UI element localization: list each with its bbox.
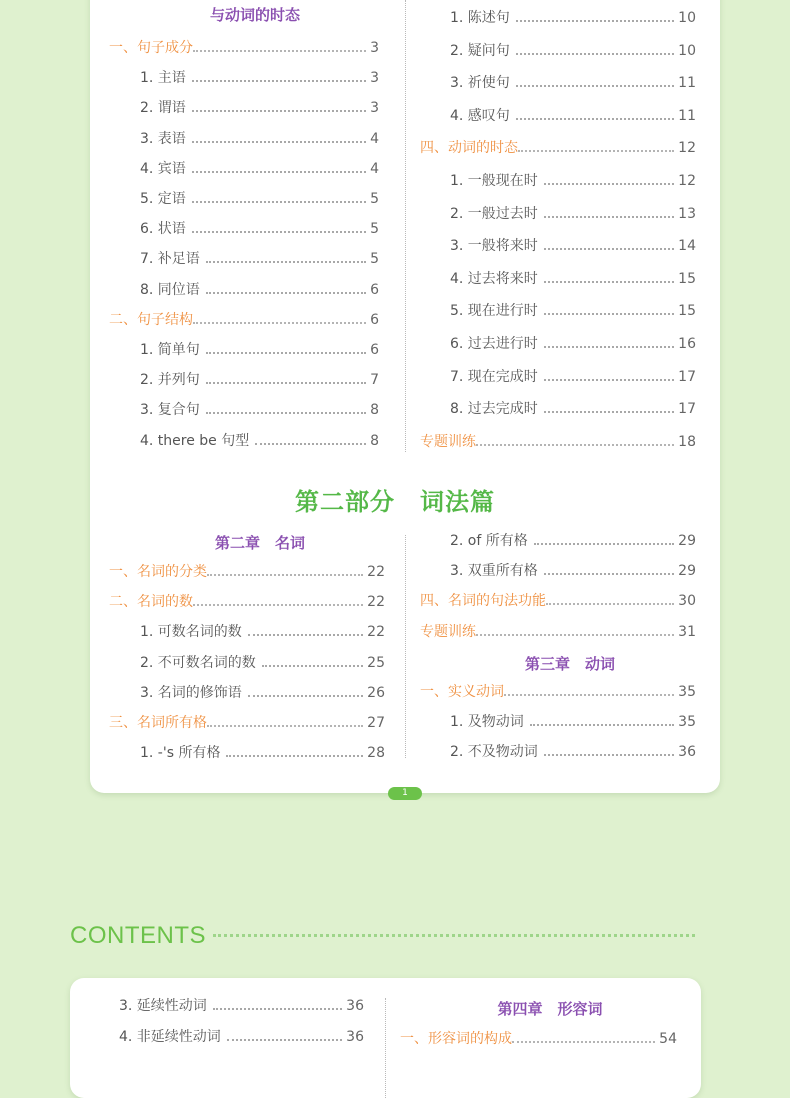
- column-divider: [405, 0, 406, 452]
- toc-page-number: 29: [678, 533, 696, 549]
- dot-leader: [206, 292, 366, 294]
- toc-entry[interactable]: [140, 431, 379, 451]
- toc-entry-label: 专题训练: [420, 433, 476, 450]
- toc-page-number: 35: [678, 684, 696, 700]
- dot-leader: [226, 755, 363, 757]
- toc-entry-label: 6. 过去进行时: [450, 336, 538, 352]
- toc-entry-label: 四、动词的时态: [420, 140, 518, 157]
- toc-page-number: 27: [367, 715, 385, 731]
- dot-leader: [193, 604, 363, 606]
- toc-page-number: 12: [678, 140, 696, 157]
- toc-entry-label: 3. 双重所有格: [450, 563, 538, 580]
- toc-page-number: 3: [370, 70, 379, 87]
- toc-section-entry[interactable]: [109, 562, 385, 582]
- toc-page-number: 28: [367, 745, 385, 762]
- toc-page-number: 14: [678, 238, 696, 255]
- dot-leader: [255, 443, 366, 445]
- toc-entry-label: 1. 主语: [140, 70, 186, 87]
- toc-entry-label: 2. 不及物动词: [450, 744, 538, 761]
- toc-page-number: 35: [678, 714, 696, 731]
- toc-entry-label: 3. 表语: [140, 130, 186, 147]
- toc-entry[interactable]: [140, 340, 379, 360]
- toc-page-number: 4: [370, 130, 379, 147]
- toc-page-number: 17: [678, 368, 696, 385]
- dot-leader: [192, 201, 366, 203]
- toc-page-number: 29: [678, 563, 696, 580]
- dot-leader: [516, 118, 674, 120]
- toc-page-number: 22: [367, 624, 385, 641]
- toc-page-number: 4: [370, 160, 379, 177]
- dot-leader: [192, 171, 366, 173]
- toc-page-number: 36: [678, 744, 696, 761]
- dot-leader: [544, 346, 674, 348]
- dot-leader: [546, 603, 674, 605]
- toc-page-number: 5: [370, 191, 379, 207]
- toc-page-number: 25: [367, 654, 385, 671]
- toc-page-number: 10: [678, 42, 696, 59]
- toc-entry-label: 3. 延续性动词: [119, 998, 207, 1014]
- dot-leader: [544, 216, 674, 218]
- dot-leader: [206, 382, 366, 384]
- toc-page-number: 8: [370, 432, 379, 449]
- toc-page-number: 7: [370, 372, 379, 389]
- toc-page-number: 15: [678, 270, 696, 287]
- dot-leader: [512, 1041, 655, 1043]
- toc-entry[interactable]: [119, 1027, 364, 1047]
- part-title: 第二部分 词法篇: [295, 488, 495, 516]
- dot-leader: [206, 352, 366, 354]
- toc-entry-label: 4. 非延续性动词: [119, 1028, 221, 1045]
- toc-entry-label: 1. 及物动词: [450, 714, 524, 731]
- toc-entry[interactable]: [140, 159, 379, 179]
- dot-leader: [213, 1008, 342, 1010]
- toc-entry[interactable]: [140, 280, 379, 300]
- toc-section-entry[interactable]: [420, 138, 696, 158]
- toc-entry-label: 2. 疑问句: [450, 42, 510, 59]
- toc-entry-label: 4. 感叹句: [450, 107, 510, 124]
- dot-leader: [504, 694, 674, 696]
- toc-entry-label: 1. 可数名词的数: [140, 624, 242, 641]
- dot-leader: [192, 141, 366, 143]
- toc-entry[interactable]: [140, 653, 385, 673]
- toc-page-number: 5: [370, 221, 379, 238]
- toc-entry[interactable]: [119, 996, 364, 1016]
- dot-leader: [476, 634, 674, 636]
- toc-entry[interactable]: [450, 106, 696, 126]
- toc-section-entry[interactable]: [420, 622, 696, 642]
- toc-entry[interactable]: [140, 249, 379, 269]
- toc-entry-label: 6. 状语: [140, 221, 186, 238]
- dot-leader: [192, 80, 366, 82]
- toc-section-entry[interactable]: [420, 432, 696, 452]
- dot-leader: [516, 20, 674, 22]
- toc-page-number: 16: [678, 336, 696, 352]
- toc-entry[interactable]: [450, 712, 696, 732]
- toc-page-number: 11: [678, 75, 696, 92]
- dot-leader: [262, 665, 363, 667]
- dot-leader: [207, 725, 363, 727]
- toc-entry-label: 二、句子结构: [109, 311, 193, 328]
- toc-section-entry[interactable]: [109, 38, 379, 58]
- dot-leader: [544, 411, 674, 413]
- contents-heading: CONTENTS: [70, 922, 206, 949]
- toc-page-number: 15: [678, 303, 696, 320]
- toc-entry-label: 专题训练: [420, 623, 476, 640]
- toc-page-number: 8: [370, 402, 379, 419]
- toc-page-card: [90, 0, 720, 793]
- toc-entry[interactable]: [140, 219, 379, 239]
- toc-entry-label: 2. 并列句: [140, 372, 200, 389]
- toc-page-card-2: [70, 978, 701, 1098]
- toc-entry-label: 8. 过去完成时: [450, 401, 538, 418]
- toc-entry[interactable]: [450, 367, 696, 387]
- dot-leader: [207, 574, 363, 576]
- toc-entry[interactable]: [140, 189, 379, 209]
- toc-entry[interactable]: [450, 41, 696, 61]
- dot-leader: [192, 110, 366, 112]
- dot-leader: [518, 150, 674, 152]
- toc-page-number: 6: [370, 342, 379, 358]
- dot-leader: [248, 634, 363, 636]
- toc-section-entry[interactable]: [420, 682, 696, 702]
- toc-page-number: 31: [678, 623, 696, 640]
- toc-section-entry[interactable]: [109, 310, 379, 330]
- toc-entry[interactable]: [450, 742, 696, 762]
- toc-page-number: 17: [678, 401, 696, 418]
- dot-leader: [193, 50, 366, 52]
- toc-entry-label: 4. 宾语: [140, 160, 186, 177]
- toc-entry-label: 一、实义动词: [420, 684, 504, 700]
- toc-entry-label: 3. 复合句: [140, 402, 200, 419]
- toc-page-number: 3: [370, 100, 379, 117]
- toc-section-entry[interactable]: [420, 591, 696, 611]
- toc-entry[interactable]: [450, 171, 696, 191]
- toc-entry[interactable]: [140, 622, 385, 642]
- toc-page-number: 11: [678, 107, 696, 124]
- toc-entry[interactable]: [450, 531, 696, 551]
- page-number: 1: [388, 787, 422, 800]
- dot-leader: [206, 412, 366, 414]
- toc-entry[interactable]: [450, 269, 696, 289]
- dot-leader: [192, 231, 366, 233]
- toc-entry[interactable]: [140, 98, 379, 118]
- dot-leader: [206, 261, 366, 263]
- toc-page-number: 36: [346, 998, 364, 1014]
- dot-leader: [516, 53, 674, 55]
- toc-entry-label: 1. 一般现在时: [450, 173, 538, 189]
- toc-entry-label: 二、名词的数: [109, 594, 193, 611]
- toc-entry[interactable]: [450, 204, 696, 224]
- toc-entry-label: 1. 陈述句: [450, 10, 510, 26]
- toc-entry[interactable]: [140, 683, 385, 703]
- toc-page-number: 18: [678, 433, 696, 450]
- toc-entry-label: 1. 简单句: [140, 342, 200, 358]
- dot-leader: [530, 724, 674, 726]
- toc-entry-label: 三、名词所有格: [109, 715, 207, 731]
- toc-section-entry[interactable]: [109, 592, 385, 612]
- toc-page-number: 36: [346, 1028, 364, 1045]
- toc-page-number: 30: [678, 593, 696, 610]
- dot-leader: [544, 281, 674, 283]
- column-divider: [405, 535, 406, 758]
- toc-entry[interactable]: [140, 129, 379, 149]
- toc-entry-label: 1. -'s 所有格: [140, 745, 221, 762]
- toc-entry[interactable]: [140, 68, 379, 88]
- contents-dotted-rule: [213, 934, 695, 937]
- toc-entry-label: 2. 一般过去时: [450, 205, 538, 222]
- toc-entry[interactable]: [140, 400, 379, 420]
- toc-entry-label: 5. 定语: [140, 191, 186, 207]
- toc-page-number: 6: [370, 311, 379, 328]
- toc-page-number: 13: [678, 205, 696, 222]
- toc-section-entry[interactable]: [400, 1029, 677, 1049]
- dot-leader: [248, 695, 363, 697]
- toc-page-number: 3: [370, 40, 379, 56]
- chapter-title: 第四章 形容词: [497, 1000, 603, 1018]
- toc-entry-label: 4. 过去将来时: [450, 270, 538, 287]
- toc-entry[interactable]: [140, 743, 385, 763]
- dot-leader: [544, 183, 674, 185]
- toc-entry-label: 3. 一般将来时: [450, 238, 538, 255]
- toc-entry-label: 5. 现在进行时: [450, 303, 538, 320]
- toc-entry[interactable]: [450, 73, 696, 93]
- dot-leader: [193, 322, 366, 324]
- toc-entry-label: 2. 谓语: [140, 100, 186, 117]
- toc-page-number: 54: [659, 1031, 677, 1047]
- dot-leader: [544, 379, 674, 381]
- toc-entry-label: 4. there be 句型: [140, 432, 250, 449]
- toc-entry-label: 一、形容词的构成: [400, 1031, 512, 1047]
- dot-leader: [544, 754, 674, 756]
- toc-page-number: 10: [678, 10, 696, 26]
- dot-leader: [227, 1039, 342, 1041]
- toc-entry-label: 2. 不可数名词的数: [140, 654, 256, 671]
- toc-section-entry[interactable]: [109, 713, 385, 733]
- toc-entry[interactable]: [450, 301, 696, 321]
- toc-entry-label: 7. 补足语: [140, 251, 200, 268]
- toc-entry[interactable]: [450, 8, 696, 28]
- toc-entry-label: 四、名词的句法功能: [420, 593, 546, 610]
- toc-page-number: 22: [367, 564, 385, 580]
- toc-page-number: 26: [367, 684, 385, 701]
- column-divider: [385, 998, 386, 1098]
- toc-page-number: 12: [678, 173, 696, 189]
- toc-entry-label: 3. 名词的修饰语: [140, 684, 242, 701]
- chapter-title: 第三章 动词: [524, 655, 615, 673]
- chapter-title: 第二章 名词: [214, 534, 305, 552]
- toc-entry-label: 一、名词的分类: [109, 564, 207, 580]
- dot-leader: [544, 313, 674, 315]
- toc-entry-label: 一、句子成分: [109, 40, 193, 56]
- toc-entry[interactable]: [450, 399, 696, 419]
- toc-page-number: 6: [370, 281, 379, 298]
- toc-entry[interactable]: [450, 334, 696, 354]
- dot-leader: [476, 444, 674, 446]
- chapter-title: 与动词的时态: [209, 6, 300, 24]
- toc-entry-label: 7. 现在完成时: [450, 368, 538, 385]
- toc-entry-label: 8. 同位语: [140, 281, 200, 298]
- toc-entry-label: 2. of 所有格: [450, 533, 528, 549]
- dot-leader: [544, 248, 674, 250]
- dot-leader: [544, 573, 674, 575]
- toc-entry[interactable]: [140, 370, 379, 390]
- toc-page-number: 22: [367, 594, 385, 611]
- toc-page-number: 5: [370, 251, 379, 268]
- toc-entry[interactable]: [450, 236, 696, 256]
- toc-entry[interactable]: [450, 561, 696, 581]
- dot-leader: [516, 85, 674, 87]
- toc-entry-label: 3. 祈使句: [450, 75, 510, 92]
- dot-leader: [534, 543, 674, 545]
